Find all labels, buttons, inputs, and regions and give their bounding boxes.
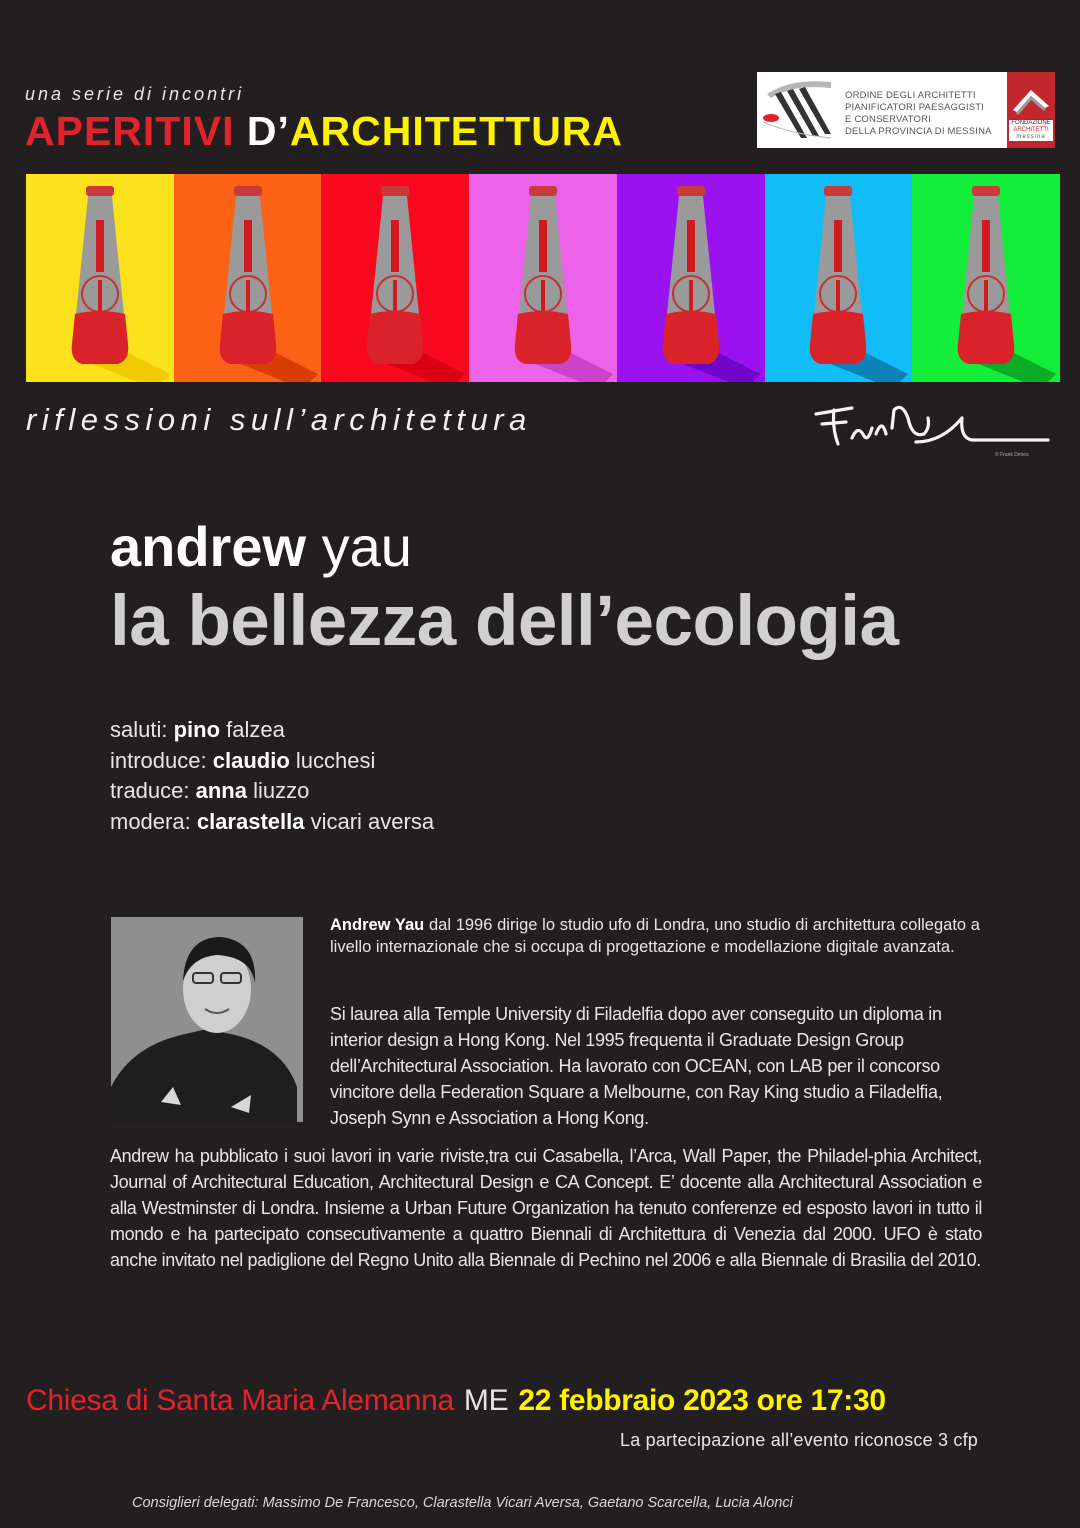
red-bottle-icon	[503, 184, 583, 374]
series-label: una serie di incontri	[25, 84, 245, 104]
credit-row	[110, 746, 434, 777]
fondazione-roof-icon	[1011, 80, 1051, 116]
credit-role: introduce:	[110, 747, 207, 773]
bio-paragraph-3: Andrew ha pubblicato i suoi lavori in varie riviste,tra cui Casabella, l’Arca, Wall Paper, the Philadel-phia Architect, Journal of Architectural Education, Architectural Design e CA Concept. E’ docente alla Architectural Association e alla Westminster di Londra. Insieme a Urban Future Organization ha tenuto conferenze ed esposto lavori in tutto il mondo e ha partecipato consecutivamente a quattro Biennali di Architettura di Venezia dal 2000. UFO è stato anche invitato nel padiglione del Regno Unito alla Biennale di Pechino nel 2006 e alla Biennale di Brasilia del 2010.	[110, 1146, 982, 1270]
banner-panel	[321, 174, 469, 382]
logo-line: DELLA PROVINCIA DI MESSINA	[845, 126, 992, 137]
cfp-note: La partecipazione all’evento riconosce 3 cfp	[620, 1430, 979, 1450]
red-bottle-icon	[208, 184, 288, 374]
speaker-name	[110, 516, 412, 578]
bio-name: Andrew Yau	[330, 916, 425, 934]
person-portrait-icon	[111, 917, 303, 1122]
credit-last-name: lucchesi	[295, 747, 376, 773]
banner-panel	[912, 174, 1060, 382]
logo-text	[845, 90, 992, 138]
banner-panel	[174, 174, 322, 382]
ordine-architetti-logo	[757, 72, 1055, 148]
architect-order-emblem-icon	[761, 76, 837, 142]
red-bottle-icon	[651, 184, 731, 374]
credit-last-name: falzea	[226, 717, 285, 742]
banner-panel	[765, 174, 913, 382]
credit-first-name: anna	[195, 778, 247, 803]
event-series-title	[25, 108, 623, 155]
red-bottle-icon	[946, 184, 1026, 374]
banner-panel	[26, 174, 174, 382]
title-apostrophe-d: D’	[246, 108, 290, 154]
series-subtitle: riflessioni sull’architettura	[26, 402, 532, 437]
title-aperitivi: APERITIVI	[25, 108, 235, 154]
bottle-banner	[26, 174, 1060, 382]
fondazione-line: FONDAZIONE	[1011, 120, 1051, 126]
fondazione-logo	[1007, 72, 1055, 148]
signature-icon	[812, 398, 1052, 454]
credit-first-name: claudio	[212, 747, 290, 773]
event-details	[26, 1384, 886, 1418]
fondazione-text	[1009, 120, 1053, 141]
talk-title: la bellezza dell’ecologia	[110, 582, 899, 661]
logo-line: E CONSERVATORI	[845, 114, 932, 125]
red-bottle-icon	[60, 184, 140, 374]
red-bottle-icon	[798, 184, 878, 374]
speaker-last-name: yau	[321, 515, 412, 578]
banner-panel	[469, 174, 617, 382]
red-bottle-icon	[355, 184, 435, 374]
credit-row	[110, 715, 434, 746]
credit-role: saluti:	[110, 717, 168, 742]
fondazione-line: messina	[1016, 134, 1046, 140]
credit-role: modera:	[110, 808, 191, 834]
bio-text: dal 1996 dirige lo studio ufo di Londra, uno studio di architettura collegato a livello internazionale che si occupa di progettazione e modellazione digitale avanzata.	[330, 916, 980, 956]
venue-name: Chiesa di Santa Maria Alemanna	[26, 1384, 454, 1417]
bio-paragraph-1	[330, 914, 980, 958]
speaker-first-name: andrew	[110, 515, 307, 578]
title-architettura: ARCHITETTURA	[289, 108, 624, 154]
credit-row	[110, 776, 434, 807]
credit-role: traduce:	[110, 778, 190, 803]
footer-delegates: Consiglieri delegati: Massimo De Francesco, Clarastella Vicari Aversa, Gaetano Scarcella, Lucia Alonci	[132, 1495, 793, 1511]
fondazione-line: ARCHITETTI	[1013, 127, 1049, 133]
credit-first-name: clarastella	[196, 808, 305, 834]
bio-paragraph-2: Si laurea alla Temple University di Filadelfia dopo aver conseguito un diploma in interior design a Hong Kong. Nel 1995 frequenta il Graduate Design Group dell’Architectural Association. Ha lavorato con OCEAN, con LAB per il concorso vincitore della Federation Square a Melbourne, con Ray King studio a Filadelfia, Joseph Synn e Association a Hong Kong.	[330, 1004, 943, 1128]
banner-panel	[617, 174, 765, 382]
event-datetime: 22 febbraio 2023 ore 17:30	[518, 1384, 886, 1417]
credits-list	[110, 715, 434, 837]
logo-line: ORDINE DEGLI ARCHITETTI	[845, 90, 976, 101]
signature-credit: © Frank Dimeo	[995, 452, 1029, 458]
credit-first-name: pino	[173, 717, 221, 742]
credit-last-name: vicari aversa	[310, 808, 435, 834]
logo-line: PIANIFICATORI PAESAGGISTI	[845, 102, 985, 113]
speaker-portrait-photo	[111, 917, 303, 1122]
venue-city: ME	[463, 1384, 509, 1417]
credit-last-name: liuzzo	[253, 778, 310, 803]
credit-row	[110, 807, 434, 838]
